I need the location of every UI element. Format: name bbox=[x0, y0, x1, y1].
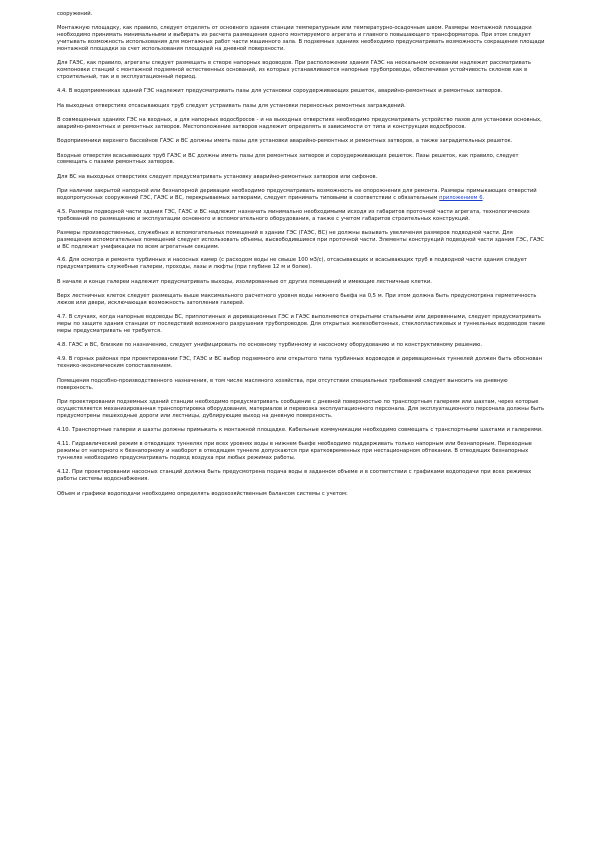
paragraph bbox=[57, 257, 545, 271]
paragraph bbox=[57, 153, 545, 167]
paragraph bbox=[57, 25, 545, 53]
paragraph-text: 4.8. ГАЭС и ВС, близкие по назначению, следует унифицировать по основному турбинному и насосному оборудованию и по конструктивному решению. bbox=[57, 342, 483, 349]
paragraph bbox=[57, 441, 545, 462]
paragraph-text: В начале и конце галереи надлежит предусматривать выходы, изолированные от других помещений и имеющие лестничные клетки. bbox=[57, 278, 432, 285]
paragraph-text: Для ВС на выходных отверстиях следует предусматривать установку аварийно-ремонтных затворов или сифонов. bbox=[57, 173, 378, 180]
paragraph-tail: . bbox=[482, 194, 485, 201]
paragraph bbox=[57, 117, 545, 131]
paragraph bbox=[57, 469, 545, 483]
paragraph-text: На выходных отверстиях отсасывающих труб следует устраивать пазы для установки переносных ремонтных заграждений. bbox=[57, 102, 406, 109]
paragraph bbox=[57, 342, 545, 349]
paragraph-text: Объем и графики водоподачи необходимо определять водохозяйственным балансом системы с учетом: bbox=[57, 490, 348, 497]
paragraph bbox=[57, 138, 545, 145]
paragraph bbox=[57, 356, 545, 370]
paragraph bbox=[57, 60, 545, 81]
paragraph bbox=[57, 103, 545, 110]
paragraph-text: сооружений. bbox=[57, 11, 93, 17]
paragraph bbox=[57, 491, 545, 498]
paragraph bbox=[57, 314, 545, 335]
appendix-link[interactable]: приложением 6 bbox=[439, 194, 483, 201]
paragraph bbox=[57, 88, 545, 95]
paragraph-text: Монтажную площадку, как правило, следует отделять от основного здания станции температурным или температурно-осадочным швом. Размеры монтажной площадки необходимо принимать минимальными и выбирать из расчета размещения одного монтируемого агрегата и главного повышающего трансформатора. При этом следует учитывать возможность использования для монтажных работ части машинного зала. В подземных зданиях необходимо предусматривать возможность сокращения площади монтажной площадки за счет использования площадей на дневной поверхности. bbox=[57, 25, 545, 53]
paragraph bbox=[57, 427, 545, 434]
paragraph-text: При проектировании подземных зданий станции необходимо предусматривать сообщение с дневной поверхностью по транспортным галереям или шахтам, через которые осуществляется механизированная транспортировка оборудования, материалов и перевозка эксплуатационного персонала. Для эксплуатационного персонала должны быть предусмотрены пешеходные дороги или лестницы, дублирующие выход на дневную поверхность. bbox=[57, 398, 545, 419]
paragraph-text: Верх лестничных клеток следует размещать выше максимального расчетного уровня воды нижнего бьефа на 0,5 м. При этом должна быть предусмотрена герметичность люков или двери, исключающая возможность затопления галерей. bbox=[57, 292, 537, 306]
paragraph-text: Водоприемники верхнего бассейнов ГАЭС и ВС должны иметь пазы для установки аварийно-ремонтных и ремонтных затворов, а также заградительных решеток. bbox=[57, 138, 513, 145]
paragraph-text: 4.9. В горных районах при проектировании ГЭС, ГАЭС и ВС выбор подземного или открытого типа турбинных водоводов и деривационных туннелей должен быть обоснован технико-экономическим сопоставлением. bbox=[57, 356, 542, 370]
paragraph-text: В совмещенных зданиях ГЭС на входных, а для напорных водосбросов - и на выходных отверстиях необходимо предусматривать устройство пазов для установки основных, аварийно-ремонтных и ремонтных затворов. Местоположение затворов надлежит определять в зависимости от типа и конструкции водосбросов. bbox=[57, 117, 542, 130]
paragraph bbox=[57, 399, 545, 420]
paragraph bbox=[57, 11, 545, 18]
paragraph-text: 4.7. В случаях, когда напорные водоводы ВС, приплотинных и деривационных ГЭС и ГАЭС выполняются открытыми стальными или деревянными, следует предусматривать меры по защите здания станции от последствий возможного разрушения трубопроводов. Для открытых железобетонных, стеклопластиковых и туннельных водоводов такие меры предусматривать не требуется. bbox=[57, 314, 545, 334]
paragraph bbox=[57, 188, 545, 202]
paragraph bbox=[57, 209, 545, 223]
paragraph bbox=[57, 279, 545, 286]
paragraph-text: 4.6. Для осмотра и ремонта турбинных и насосных камер (с расходом воды не свыше 100 м3/с), отсасывающих и всасывающих труб в подводной части здания следует предусматривать служебные галереи, проходы, лазы и люфты (при глубине 12 м и более). bbox=[57, 257, 527, 271]
paragraph bbox=[57, 293, 545, 307]
paragraph-text: 4.4. В водоприемниках зданий ГЭС надлежит предусматривать пазы для установки сороудерживающих решеток, аварийно-ремонтных и ремонтных затворов. bbox=[57, 88, 503, 95]
paragraph-text: Для ГАЭС, как правило, агрегаты следует размещать в створе напорных водоводов. При расположении здания ГАЭС на нескальном основании надлежит рассматривать компоновки станций с монтажной подземной естественных оснований, из которых устанавливаются напорные трубопроводы, обеспечивая устойчивость склонов как в строительный, так и в эксплуатационный период. bbox=[57, 60, 531, 81]
paragraph bbox=[57, 174, 545, 181]
paragraph bbox=[57, 230, 545, 251]
paragraph-text: 4.11. Гидравлический режим в отводящих туннелях при всех уровнях воды в нижнем бьефе необходимо поддерживать только напорным или безнапорным. Переходные режимы от напорного к безнапорному и наоборот в отводящем туннеле допускаются при кратковременных при нестационарном обтекании. В отводящих безнапорных туннелях необходимо предусматривать подвод воздуха при любых режимах работы. bbox=[57, 441, 532, 462]
paragraph-text: 4.10. Транспортные галереи и шахты должны примыкать к монтажной площадке. Кабельные коммуникации необходимо совмещать с транспортными шахтами и галереями. bbox=[57, 426, 543, 433]
paragraph-text: Помещения подсобно-производственного назначения, в том числе масляного хозяйства, при отсутствии специальных требований следует выносить на дневную поверхность. bbox=[57, 377, 508, 391]
paragraph-text: 4.5. Размеры подводной части здания ГЭС, ГАЭС и ВС надлежит назначать минимально необходимыми исходя из габаритов проточной части агрегата, технологических требований по размещению и эксплуатации основного и вспомогательного оборудования, а также с учетом габаритов строительных конструкций. bbox=[57, 209, 530, 223]
paragraph-text: Размеры производственных, служебных и вспомогательных помещений в здании ГЭС (ГАЭС, ВС) не должны вызывать увеличения размеров подводной части. Для размещения вспомогательных помещений следует использовать объемы, высвободившиеся при проточной части. Элементы конструкций подводной части здания ГЭС, ГАЭС и ВС подлежат унификации по всем агрегатным секциям. bbox=[57, 230, 544, 251]
paragraph-text: Входные отверстия всасывающих труб ГАЭС и ВС должны иметь пазы для ремонтных затворов и сороудерживающих решеток. Пазы решеток, как правило, следует совмещать с пазами ремонтных затворов. bbox=[57, 152, 519, 166]
paragraph-text: 4.12. При проектировании насосных станций должна быть предусмотрена подача воды в заданном объеме и в соответствии с графиками водоподачи при всех режимах работы системы водоснабжения. bbox=[57, 469, 532, 483]
paragraph-text: При наличии закрытой напорной или безнапорной деривации необходимо предусматривать возможность ее опорожнения для ремонта. Размеры примыкающих отверстий водопропускных сооружений ГЭС, ГАЭС и ВС, перекрываемых затворами, следует принимать типовыми в соответствии с обязательным bbox=[57, 188, 537, 201]
paragraph bbox=[57, 378, 545, 392]
